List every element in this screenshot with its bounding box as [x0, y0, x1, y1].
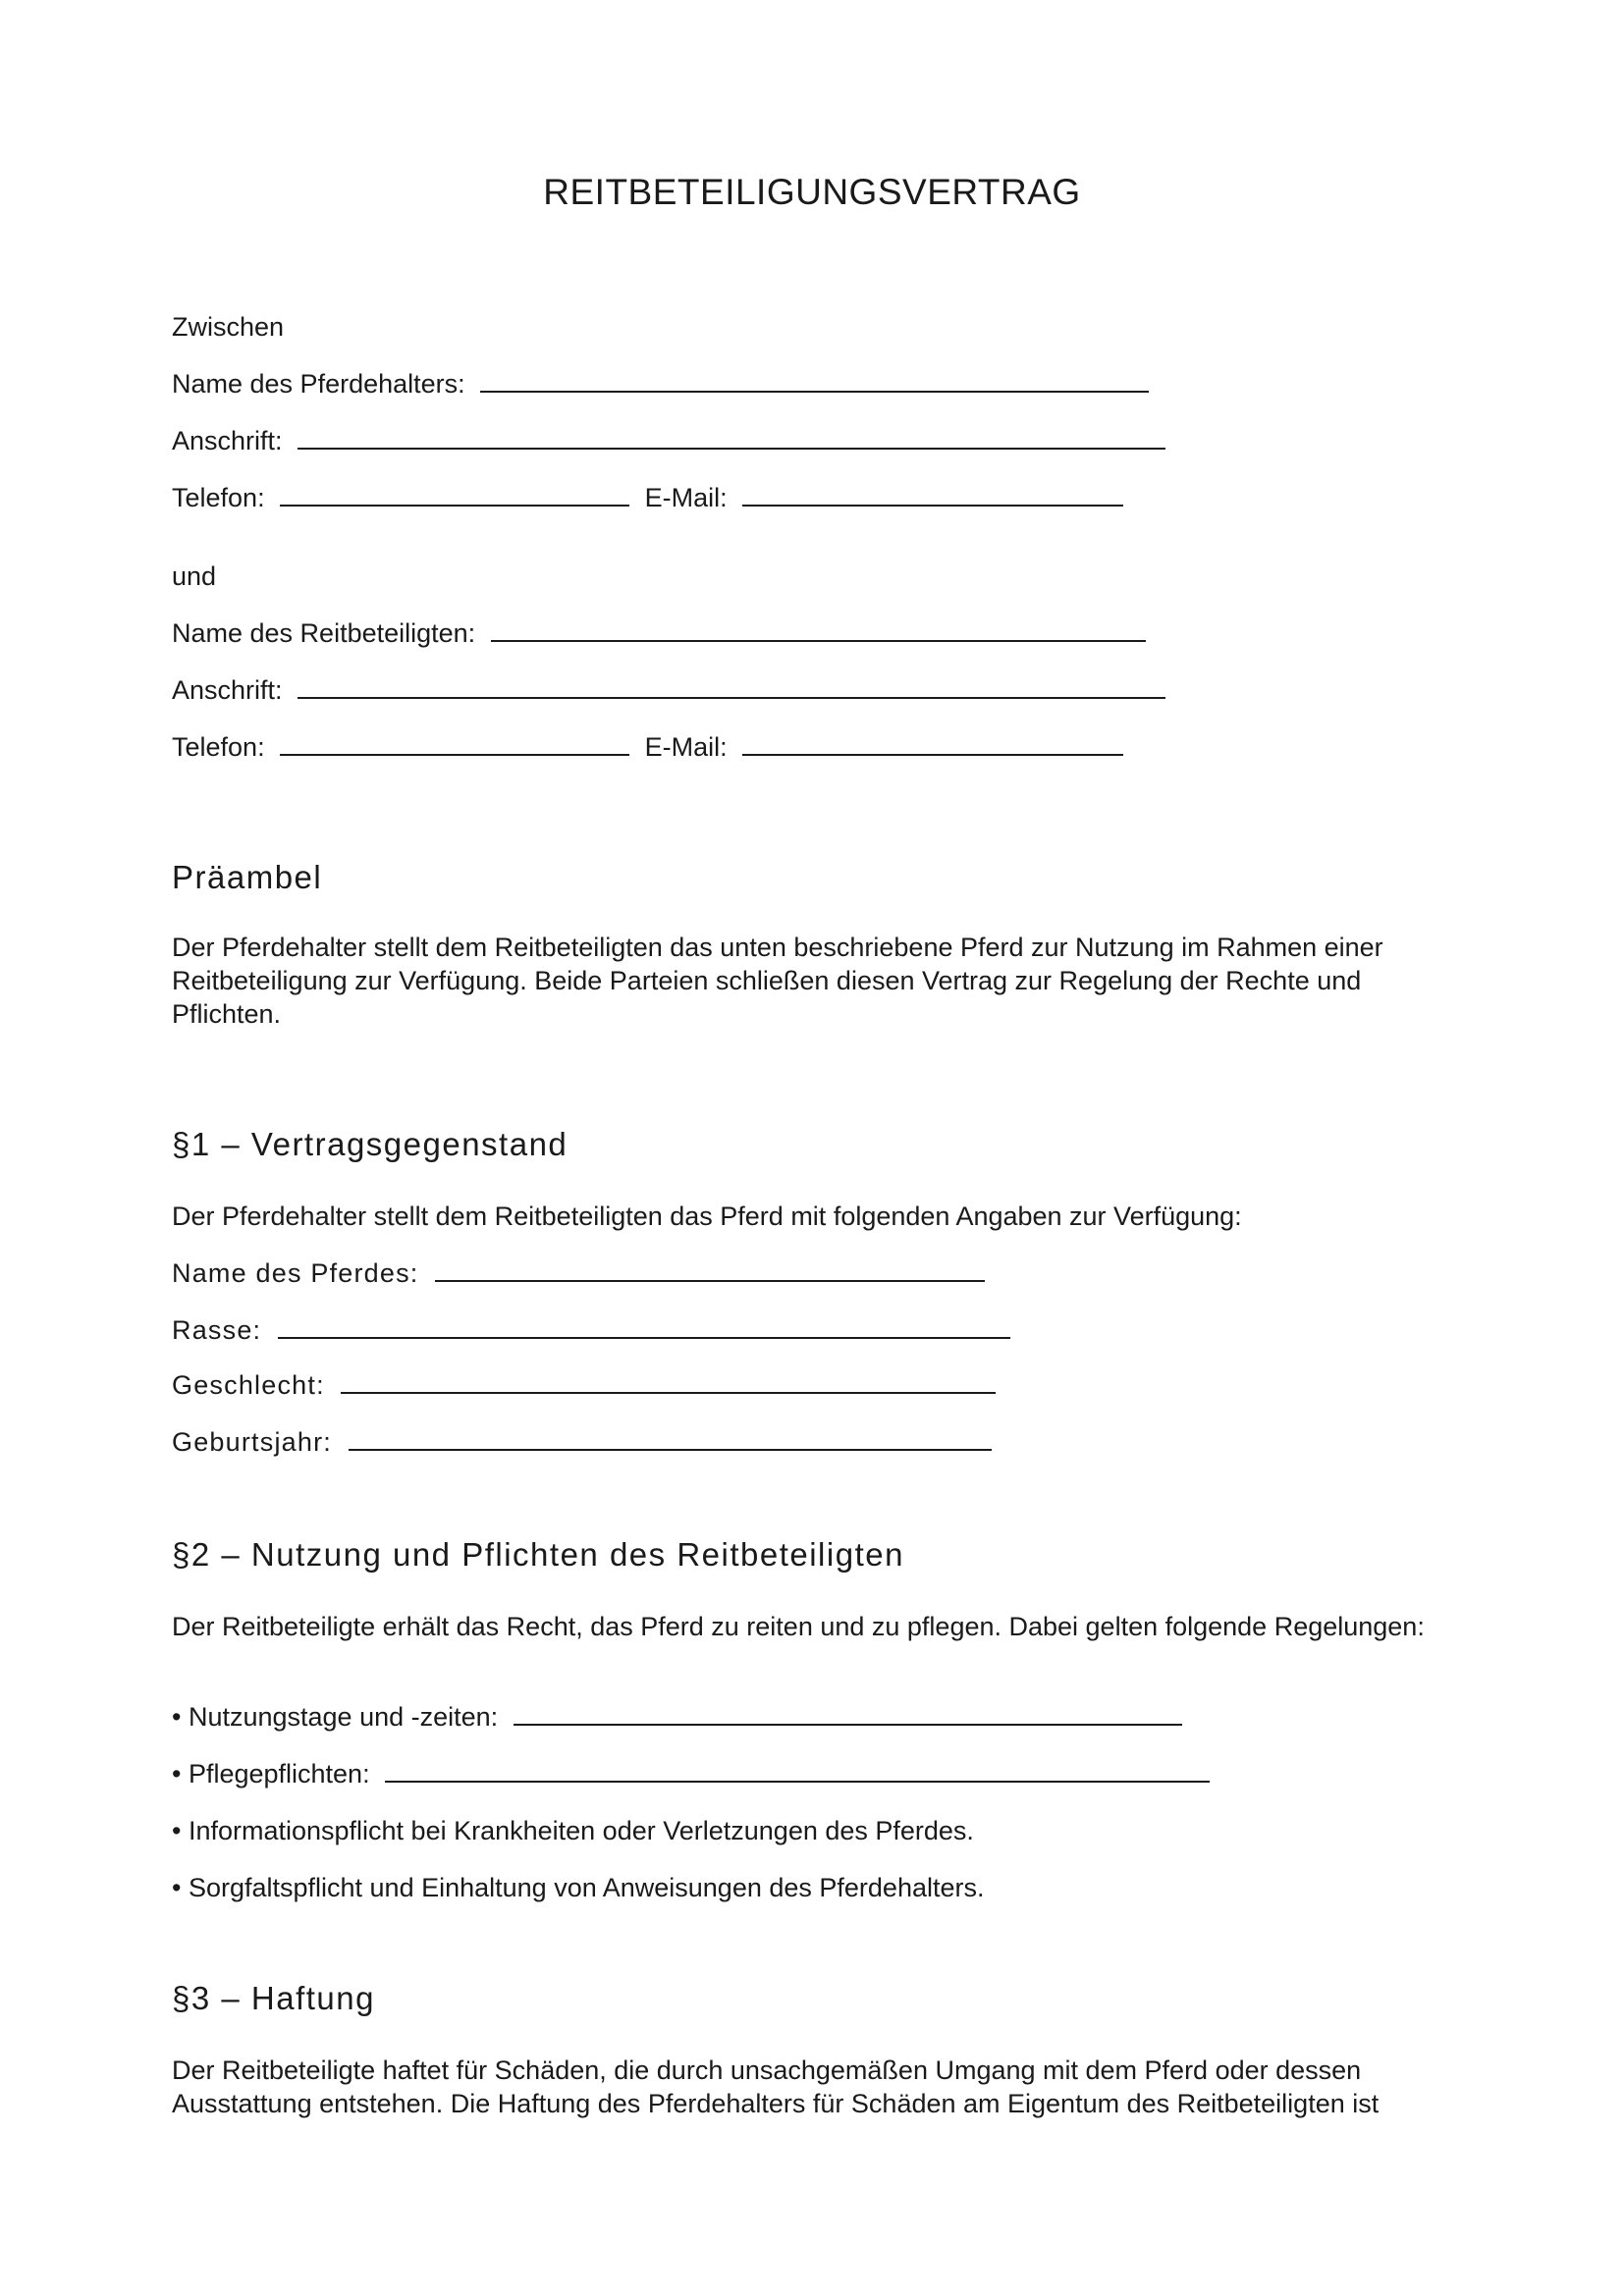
usage-row: [172, 1700, 1182, 1734]
rider-name-row: [172, 616, 1146, 650]
between-label: Zwischen: [172, 312, 285, 342]
owner-email-label: E-Mail:: [644, 483, 728, 512]
rider-name-field[interactable]: [491, 620, 1146, 642]
horse-name-label: Name des Pferdes:: [172, 1258, 419, 1288]
owner-name-field[interactable]: [480, 371, 1149, 393]
horse-name-field[interactable]: [435, 1260, 985, 1282]
rider-phone-field[interactable]: [280, 734, 629, 756]
section-3-heading: §3 – Haftung: [172, 1980, 375, 2016]
breed-field[interactable]: [278, 1317, 1010, 1339]
care-row: [172, 1757, 1210, 1790]
section-2-intro: Der Reitbeteiligte erhält das Recht, das Pferd zu reiten und zu pflegen. Dabei gelten folgende Regelungen:: [172, 1612, 1425, 1641]
section-3-text: Der Reitbeteiligte haftet für Schäden, die durch unsachgemäßen Umgang mit dem Pferd oder dessen Ausstattung entstehen. Die Haftung des Pferdehalters für Schäden am Eigentum des Reitbeteiligten ist: [172, 2056, 1380, 2118]
preamble-heading: Präambel: [172, 859, 323, 895]
owner-address-row: [172, 424, 1165, 457]
rider-address-label: Anschrift:: [172, 675, 283, 705]
rider-email-field[interactable]: [742, 734, 1123, 756]
section-2-heading: §2 – Nutzung und Pflichten des Reitbeteiligten: [172, 1536, 904, 1573]
care-duty-item: • Sorgfaltspflicht und Einhaltung von Anweisungen des Pferdehalters.: [172, 1873, 985, 1902]
sex-row: [172, 1368, 996, 1402]
care-label: • Pflegepflichten:: [172, 1759, 370, 1789]
owner-name-label: Name des Pferdehalters:: [172, 369, 465, 399]
rider-phone-label: Telefon:: [172, 732, 265, 762]
owner-address-field[interactable]: [298, 428, 1165, 450]
rider-address-row: [172, 673, 1165, 707]
owner-name-row: [172, 367, 1149, 400]
rider-email-label: E-Mail:: [644, 732, 728, 762]
horse-name-row: [172, 1256, 985, 1290]
and-label: und: [172, 561, 217, 591]
document-title: REITBETEILIGUNGSVERTRAG: [543, 172, 1081, 212]
owner-email-field[interactable]: [742, 485, 1123, 507]
owner-address-label: Anschrift:: [172, 426, 283, 455]
rider-address-field[interactable]: [298, 677, 1165, 699]
section-1-intro: Der Pferdehalter stellt dem Reitbeteiligten das Pferd mit folgenden Angaben zur Verfügung:: [172, 1201, 1242, 1231]
rider-name-label: Name des Reitbeteiligten:: [172, 618, 476, 648]
birth-year-label: Geburtsjahr:: [172, 1427, 332, 1457]
section-1-heading: §1 – Vertragsgegenstand: [172, 1126, 568, 1162]
preamble-text: Der Pferdehalter stellt dem Reitbeteiligten das unten beschriebene Pferd zur Nutzung im Rahmen einer Reitbeteiligung zur Verfügung. Beide Parteien schließen diesen Vertrag zur Regelung der Rechte und Pflichten.: [172, 933, 1383, 1029]
sex-field[interactable]: [341, 1372, 996, 1394]
usage-field[interactable]: [514, 1704, 1182, 1726]
rider-contact-row: [172, 730, 1123, 764]
owner-phone-field[interactable]: [280, 485, 629, 507]
care-field[interactable]: [385, 1761, 1210, 1783]
info-duty-item: • Informationspflicht bei Krankheiten oder Verletzungen des Pferdes.: [172, 1816, 974, 1845]
birth-year-field[interactable]: [349, 1429, 992, 1451]
owner-phone-label: Telefon:: [172, 483, 265, 512]
breed-row: [172, 1313, 1010, 1347]
sex-label: Geschlecht:: [172, 1370, 325, 1400]
owner-contact-row: [172, 481, 1123, 514]
breed-label: Rasse:: [172, 1315, 262, 1345]
usage-label: • Nutzungstage und -zeiten:: [172, 1702, 499, 1732]
birth-year-row: [172, 1425, 992, 1459]
